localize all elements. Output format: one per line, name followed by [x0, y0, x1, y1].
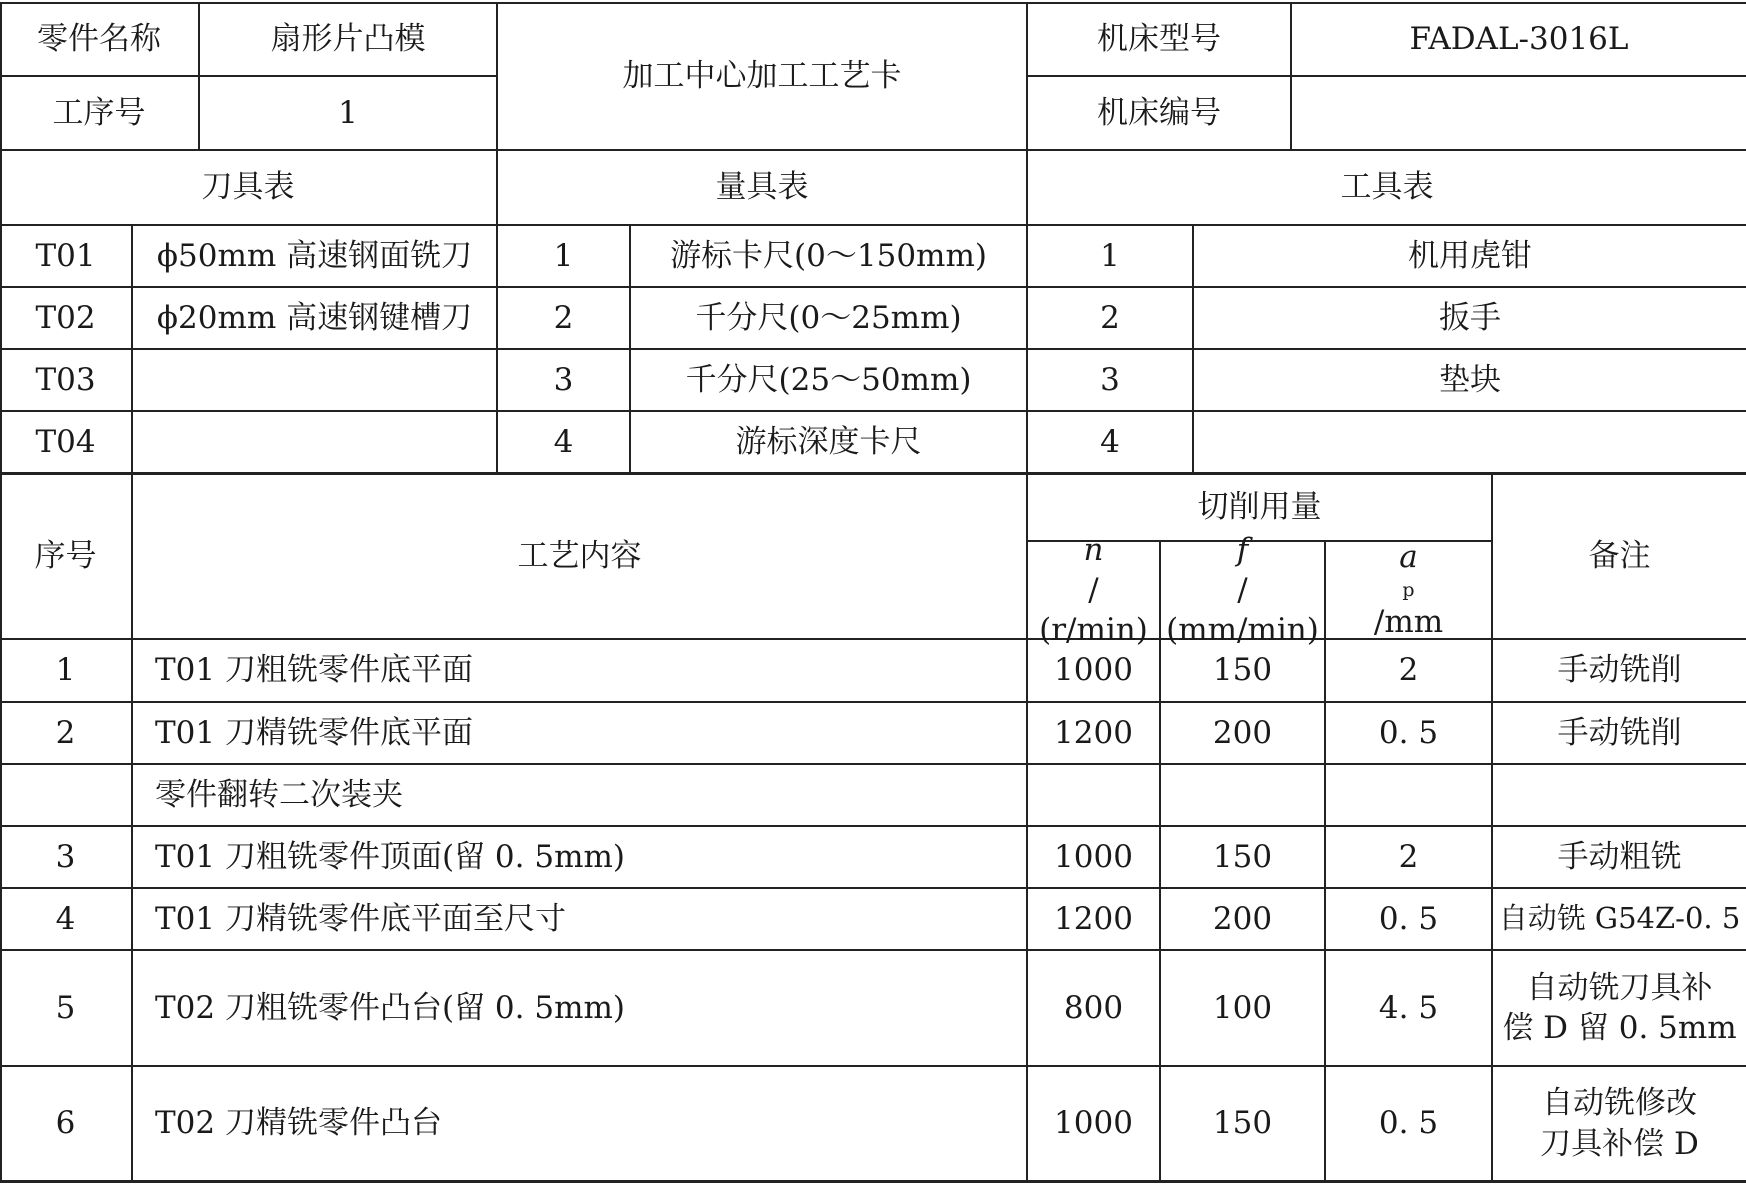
tool-code: T03 [35, 361, 96, 398]
fixture-name [1194, 412, 1746, 472]
process-content: T01 刀精铣零件底平面 [155, 714, 473, 751]
spindle-speed-unit: (r/min) [1039, 612, 1148, 649]
depth-of-cut-header [1326, 539, 1491, 641]
process-f: 150 [1212, 652, 1273, 689]
op-no-label: 工序号 [52, 94, 146, 131]
process-content: T01 刀精铣零件底平面至尺寸 [155, 900, 566, 937]
fixture-name: 垫块 [1439, 361, 1501, 398]
process-seq: 2 [55, 714, 76, 751]
tool-desc: ϕ50mm 高速钢面铣刀 [156, 237, 473, 274]
rule [0, 1180, 1746, 1183]
process-ap [1326, 765, 1491, 825]
fixtures-section-title: 工具表 [1340, 169, 1434, 206]
fixture-name: 扳手 [1439, 299, 1501, 336]
part-name-label: 零件名称 [37, 21, 161, 58]
process-n: 1000 [1054, 838, 1133, 875]
process-ap: 4. 5 [1378, 989, 1439, 1026]
process-f [1161, 765, 1324, 825]
process-f: 200 [1212, 900, 1273, 937]
depth-of-cut-var: a p [1399, 539, 1418, 601]
process-remark: 手动铣削 [1557, 714, 1682, 751]
spindle-speed-header [1028, 531, 1159, 649]
process-remark [1493, 951, 1746, 1065]
content-header: 工艺内容 [517, 538, 642, 575]
process-ap: 2 [1398, 838, 1419, 875]
process-n: 1200 [1054, 714, 1133, 751]
gauge-no: 1 [553, 237, 574, 274]
fixture-name: 机用虎钳 [1408, 237, 1532, 274]
tool-code: T02 [35, 299, 96, 336]
gauge-name: 千分尺(25～50mm) [685, 361, 972, 398]
process-n: 800 [1063, 989, 1124, 1026]
fixture-no: 3 [1100, 361, 1120, 398]
machine-model: FADAL-3016L [1409, 21, 1629, 58]
gauge-name: 千分尺(0～25mm) [695, 299, 962, 336]
part-name: 扇形片凸模 [270, 21, 426, 58]
gauge-name: 游标深度卡尺 [735, 423, 922, 460]
process-content: T01 刀粗铣零件顶面(留 0. 5mm) [155, 838, 625, 875]
gauge-no: 3 [553, 361, 574, 398]
process-remark: 自动铣 G54Z-0. 5 [1498, 901, 1741, 936]
remark-header: 备注 [1588, 538, 1651, 575]
remark-line: 偿 D 留 0. 5mm [1502, 1010, 1737, 1046]
process-f: 200 [1212, 714, 1273, 751]
machine-no-label: 机床编号 [1097, 94, 1221, 131]
process-ap: 0. 5 [1378, 900, 1439, 937]
machine-no [1292, 77, 1746, 149]
process-content: T02 刀精铣零件凸台 [155, 1105, 442, 1142]
process-ap: 0. 5 [1378, 1105, 1439, 1142]
process-seq [0, 765, 131, 825]
process-remark [1493, 1067, 1746, 1180]
depth-of-cut-unit: /mm [1373, 604, 1444, 641]
process-ap: 2 [1398, 652, 1419, 689]
tool-desc [133, 350, 496, 410]
gauge-no: 4 [553, 423, 574, 460]
process-content: T01 刀粗铣零件底平面 [155, 652, 473, 689]
process-seq: 6 [55, 1105, 76, 1142]
process-n [1028, 765, 1159, 825]
process-remark [1493, 765, 1746, 825]
machine-model-label: 机床型号 [1097, 21, 1221, 58]
feed-rate-unit: (mm/min) [1166, 612, 1319, 649]
spindle-speed-var: n / [1083, 531, 1104, 608]
process-content: T02 刀粗铣零件凸台(留 0. 5mm) [155, 989, 625, 1026]
remark-line: 自动铣修改 [1542, 1085, 1697, 1122]
gauge-no: 2 [553, 299, 574, 336]
process-f: 150 [1212, 838, 1273, 875]
process-seq: 4 [55, 900, 76, 937]
feed-rate-var: f / [1236, 531, 1249, 608]
process-n: 1000 [1054, 1105, 1133, 1142]
process-content: 零件翻转二次装夹 [155, 776, 403, 813]
tools-section-title: 刀具表 [201, 169, 295, 206]
card-title: 加工中心加工工艺卡 [622, 58, 902, 95]
fixture-no: 4 [1100, 423, 1120, 460]
process-n: 1200 [1054, 900, 1133, 937]
process-ap: 0. 5 [1378, 714, 1439, 751]
gauges-section-title: 量具表 [715, 169, 809, 206]
process-remark: 手动铣削 [1557, 652, 1682, 689]
op-no: 1 [338, 94, 358, 131]
process-remark: 手动粗铣 [1557, 838, 1682, 875]
tool-desc [133, 412, 496, 472]
process-n: 1000 [1054, 652, 1133, 689]
process-seq: 1 [55, 652, 76, 689]
process-seq: 5 [55, 989, 76, 1026]
process-f: 100 [1212, 989, 1273, 1026]
gauge-name: 游标卡尺(0～150mm) [670, 237, 987, 274]
remark-line: 刀具补偿 D [1540, 1125, 1699, 1162]
seq-header: 序号 [34, 538, 97, 575]
tool-code: T01 [35, 237, 96, 274]
process-seq: 3 [55, 838, 76, 875]
feed-rate-header [1161, 531, 1324, 649]
cutting-header: 切削用量 [1197, 489, 1322, 526]
fixture-no: 1 [1100, 237, 1120, 274]
tool-desc: ϕ20mm 高速钢键槽刀 [156, 299, 473, 336]
process-f: 150 [1212, 1105, 1273, 1142]
fixture-no: 2 [1100, 299, 1120, 336]
tool-code: T04 [35, 423, 96, 460]
remark-line: 自动铣刀具补 [1526, 969, 1713, 1006]
